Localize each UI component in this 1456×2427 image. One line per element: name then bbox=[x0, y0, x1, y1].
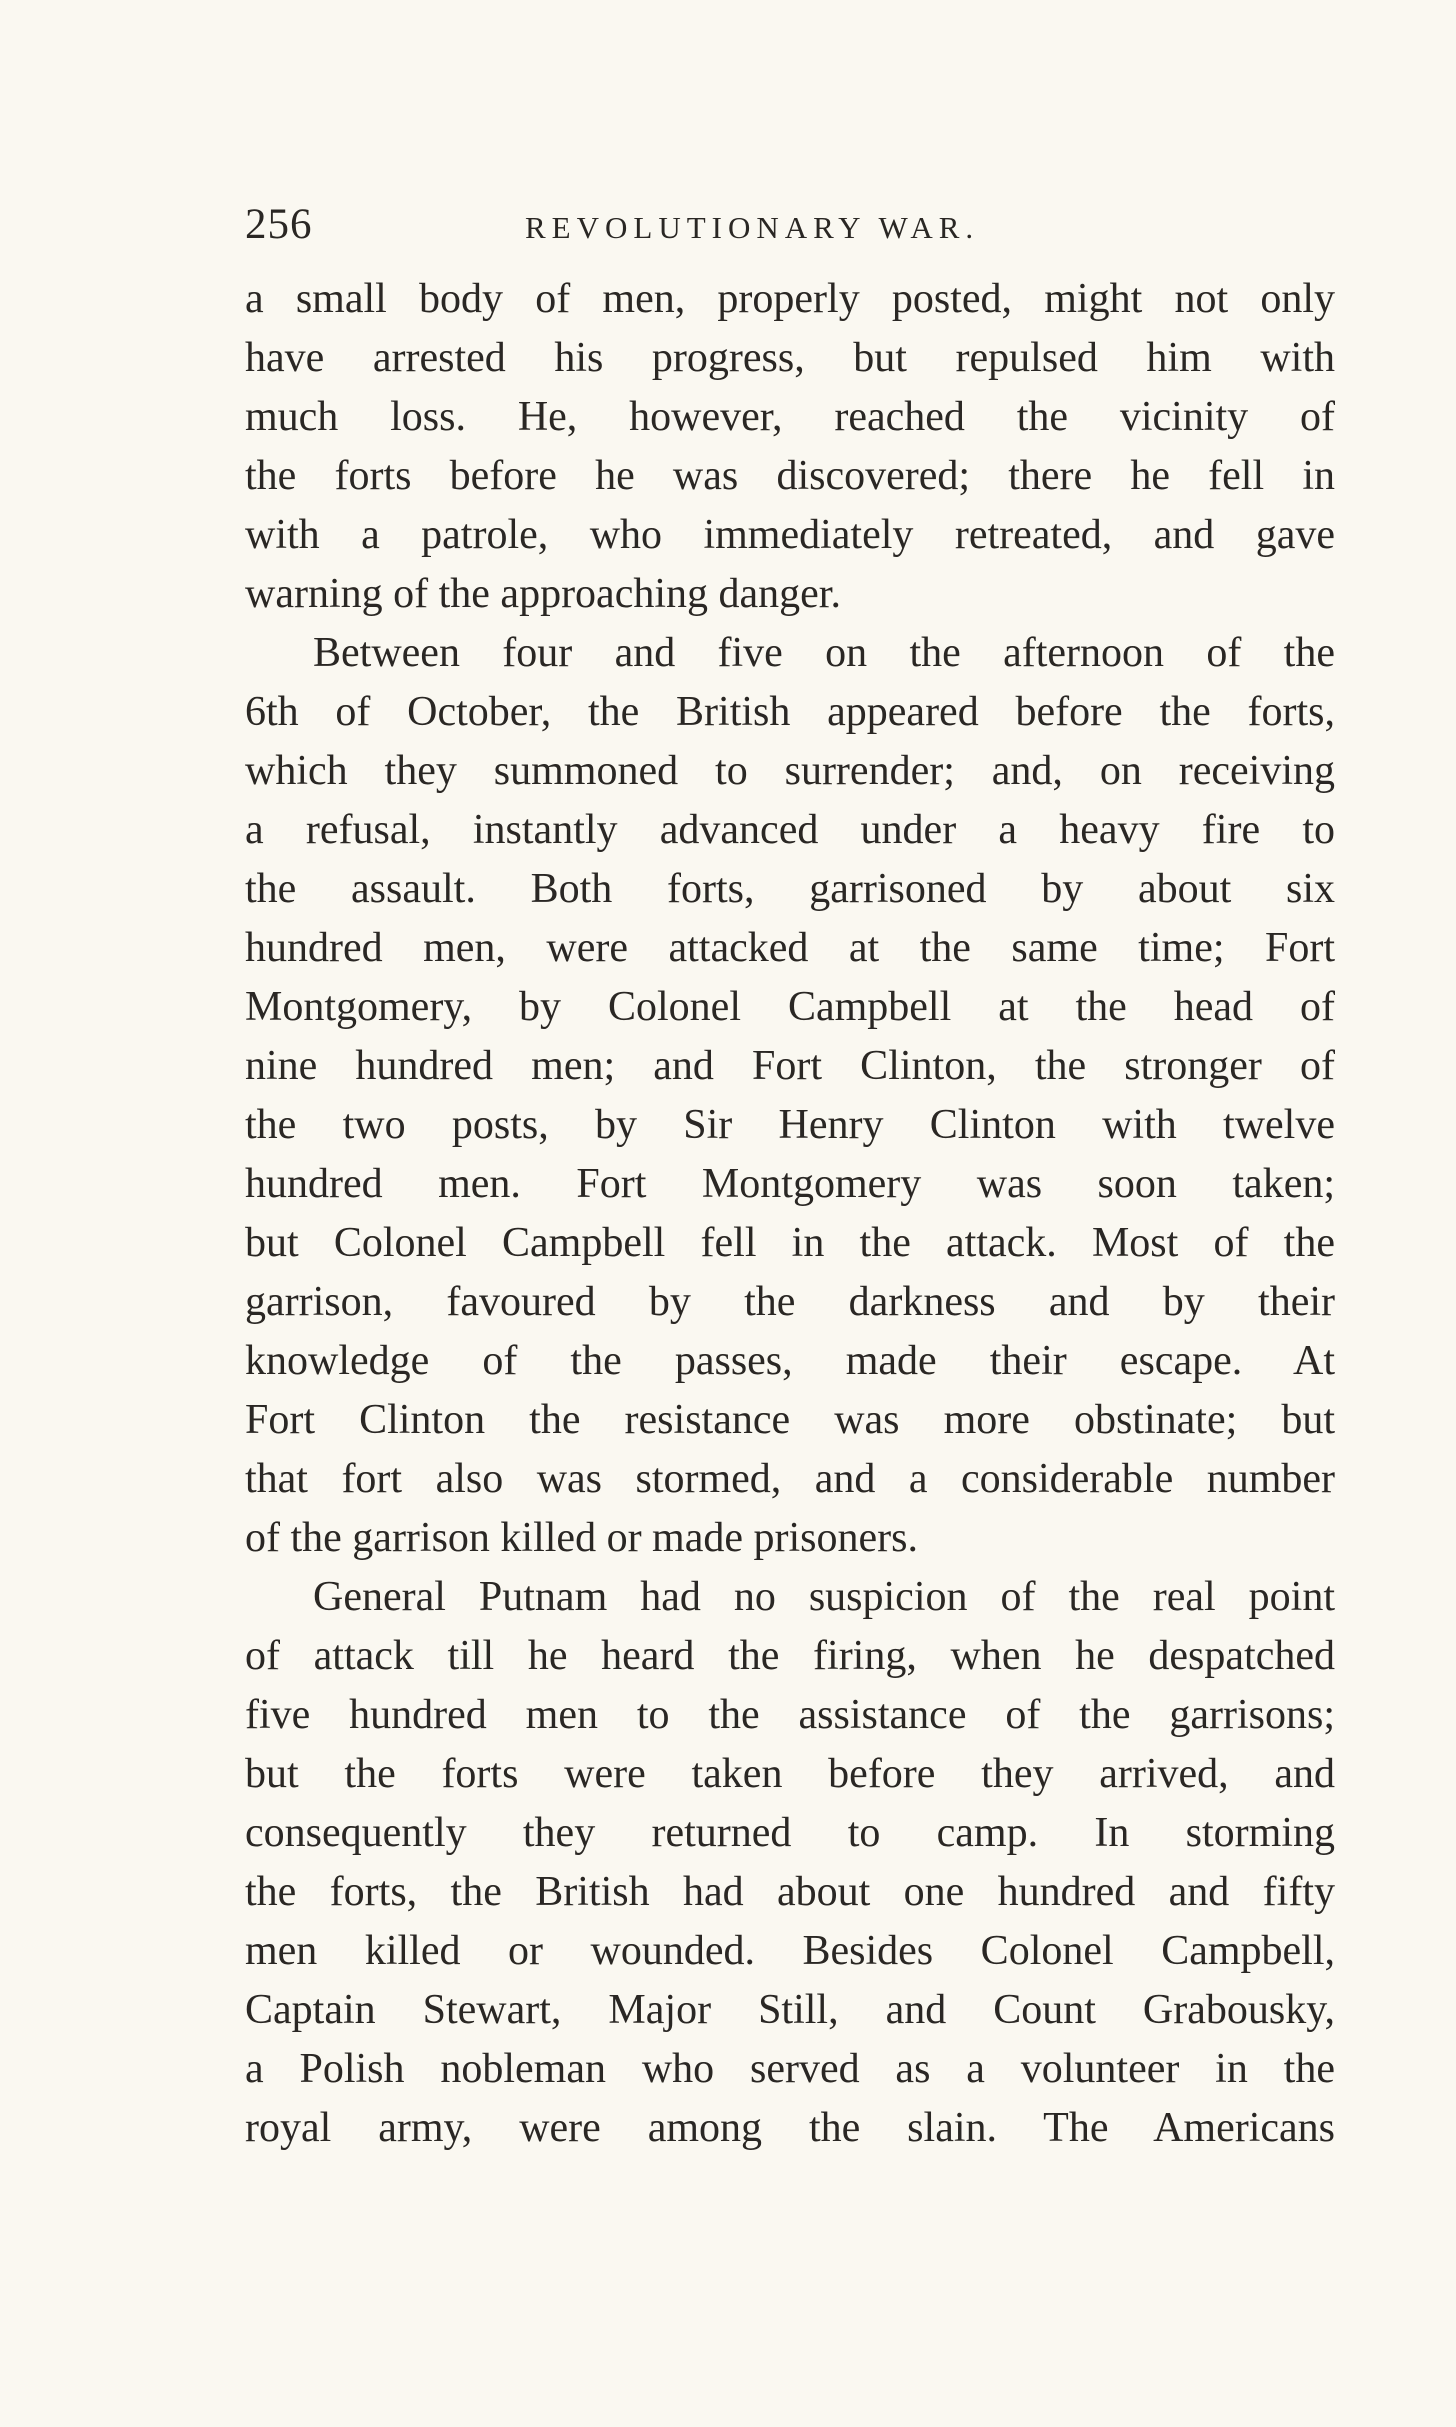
text-line: of attack till he heard the firing, when he despatched bbox=[245, 1633, 1335, 1679]
text-line: with a patrole, who immediately retreated, and gave bbox=[245, 512, 1335, 558]
text-line: the forts, the British had about one hundred and fifty bbox=[245, 1869, 1335, 1915]
text-line: of the garrison killed or made prisoners. bbox=[245, 1515, 918, 1561]
text-line: hundred men, were attacked at the same time; Fort bbox=[245, 925, 1335, 971]
text-line: hundred men. Fort Montgomery was soon taken; bbox=[245, 1161, 1335, 1207]
running-head bbox=[245, 200, 1335, 260]
running-title: REVOLUTIONARY WAR. bbox=[525, 210, 980, 245]
text-line: 6th of October, the British appeared before the forts, bbox=[245, 689, 1335, 735]
text-line: that fort also was stormed, and a considerable number bbox=[245, 1456, 1335, 1502]
text-line: the forts before he was discovered; there he fell in bbox=[245, 453, 1335, 499]
text-line: nine hundred men; and Fort Clinton, the stronger of bbox=[245, 1043, 1335, 1089]
text-line: but Colonel Campbell fell in the attack. Most of the bbox=[245, 1220, 1335, 1266]
text-line: royal army, were among the slain. The Americans bbox=[245, 2105, 1335, 2151]
text-line: Captain Stewart, Major Still, and Count Grabousky, bbox=[245, 1987, 1335, 2033]
text-line: the two posts, by Sir Henry Clinton with twelve bbox=[245, 1102, 1335, 1148]
text-line: knowledge of the passes, made their escape. At bbox=[245, 1338, 1335, 1384]
body-text bbox=[245, 270, 1335, 2158]
text-line: a Polish nobleman who served as a volunteer in the bbox=[245, 2046, 1335, 2092]
text-line: five hundred men to the assistance of the garrisons; bbox=[245, 1692, 1335, 1738]
text-line: garrison, favoured by the darkness and by their bbox=[245, 1279, 1335, 1325]
text-line: the assault. Both forts, garrisoned by about six bbox=[245, 866, 1335, 912]
text-line: men killed or wounded. Besides Colonel Campbell, bbox=[245, 1928, 1335, 1974]
text-line: a refusal, instantly advanced under a heavy fire to bbox=[245, 807, 1335, 853]
text-line: but the forts were taken before they arrived, and bbox=[245, 1751, 1335, 1797]
text-line: Montgomery, by Colonel Campbell at the head of bbox=[245, 984, 1335, 1030]
text-line: have arrested his progress, but repulsed him with bbox=[245, 335, 1335, 381]
text-line: a small body of men, properly posted, might not only bbox=[245, 276, 1335, 322]
text-line: Fort Clinton the resistance was more obstinate; but bbox=[245, 1397, 1335, 1443]
text-line: General Putnam had no suspicion of the real point bbox=[313, 1574, 1335, 1620]
text-line: Between four and five on the afternoon of the bbox=[313, 630, 1335, 676]
page-number: 256 bbox=[245, 201, 313, 248]
text-line: warning of the approaching danger. bbox=[245, 571, 841, 617]
text-line: which they summoned to surrender; and, on receiving bbox=[245, 748, 1335, 794]
text-line: much loss. He, however, reached the vicinity of bbox=[245, 394, 1335, 440]
text-line: consequently they returned to camp. In storming bbox=[245, 1810, 1335, 1856]
